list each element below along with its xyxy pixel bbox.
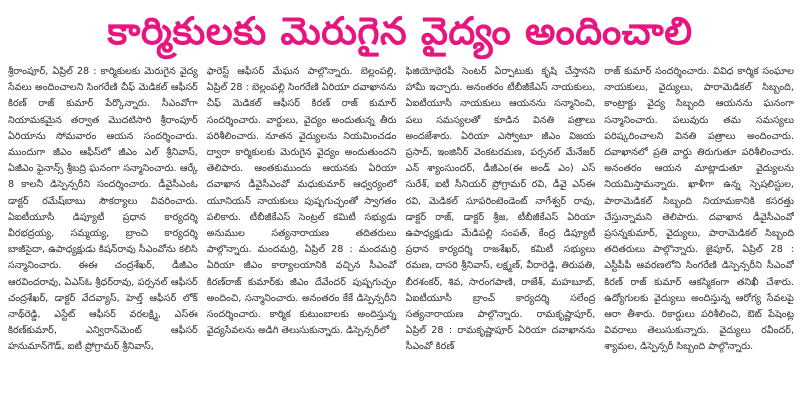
article-body	[8, 64, 794, 414]
column-4	[604, 64, 794, 414]
column-3	[406, 64, 596, 414]
headline: కార్మికులకు మెరుగైన వైద్యం అందించాలి	[107, 9, 693, 53]
column-text: శ్రీరాంపూర్, ఏప్రిల్ 28 : కార్మికులకు మెరుగైన వైద్య సేవలు అందించాలని సింగరేణి చీఫ్ మెడికల్ ఆఫీసర్ కిరణ్ రాజ్ కుమార్ పేర్కొన్నారు. సీఎంవోగా నియామకమైన తర్వాత మొదటిసారి శ్రీరాంపూర్ ఏరియాను సోమవారం ఆయన సందర్శించారు. ముందుగా జీఎం ఆఫీస్‌లో జీఎం ఎల్ శ్రీనివాస్, ఏజీఎం ఫైనాన్స్ శ్రీబద్రి ఘనంగా సన్మానించారు. ఆర్కే 8 కాలనీ డిస్పెన్సరీని సందర్శించారు. డీవైసీఎంఓ డాక్టర్ రమేష్‌బాబు సౌకర్యాలు వివరించారు. ఏఐటీయూసీ డిప్యూటీ ప్రధాన కార్యదర్శి వీరభద్రయ్య, సమ్మయ్య, బ్రాంచి కార్యదర్శి బాజీసైదా, ఉపాధ్యక్షుడు కిషన్‌రావు సీఎంవోను కలిసి సన్మానించారు. ఈఈ చంద్రశేఖర్, డీజీఎం ఆరవిందరావు, ఏఎస్ఓ శ్రీధర్‌రావు, పర్సనల్ ఆఫీసర్ చంద్రశేఖర్, డాక్టర్ వేదవ్యాస్, హెల్త్ ఆఫీసర్ లోక్ నాథ్‌రెడ్డి, ఎస్టేట్ ఆఫీసర్ వరలక్ష్మి, ఎస్ఈ కిరణ్‌కుమార్, ఎన్విరాన్‌మెంట్ ఆఫీసర్ హనుమాన్‌గౌడ్, ఐటీ ప్రోగ్రామర్ శ్రీనివాస్,	[8, 66, 198, 353]
column-1	[8, 64, 198, 414]
column-2	[207, 64, 397, 414]
column-text: రాజ్ కుమార్ సందర్శించారు. వివిధ కార్మిక సంఘాల నాయకులు, వైద్యులు, పారామెడికల్ సిబ్బంది, కాంట్రాక్టు వైద్య సిబ్బంది ఆయనను ఘనంగా సన్మానించారు. పలువురు తమ సమస్యలు పరిష్కరించాలని వినతి పత్రాలు అందించారు. దవాఖానలో ప్రతి వార్డు తిరుగుతూ పరిశీలించారు. అనంతరం ఆయన మాట్లాడుతూ వైద్యులను నియమిస్తామన్నారు. ఖాళీగా ఉన్న స్పెషలిస్టుల, పారామెడికల్ సిబ్బంది నియామకానికి కసరత్తు చేస్తున్నామని తెలిపారు. దవాఖాన డీవైసీఎంవో ప్రసన్నకుమార్, వైద్యులు, పారామెడికల్ సిబ్బంది తదితరులు పాల్గొన్నారు. జైపూర్, ఏప్రిల్ 28 : ఎస్టీపీపీ ఆవరణలోని సింగరేణి డిస్పెన్సరీని సీఎంవో కిరణ్ రాజ్ కుమార్ ఆకస్మికంగా తనిఖీ చేశారు. ఉద్యోగులకు వైద్యులు అందిస్తున్న ఆరోగ్య సేవలపై ఆరా తీశారు. రికార్డులు పరిశీలించి, ఔట్ పేషెంట్ల వివరాలు తెలుసుకున్నారు. వైద్యులు రవీందర్, శ్యామల, డిస్పెన్సరీ సిబ్బంది పాల్గొన్నారు.	[604, 66, 794, 353]
column-text: ఫారెస్ట్ ఆఫీసర్ మేఘన పాల్గొన్నారు. బెల్లంపల్లి, ఏప్రిల్ 28 : బెల్లంపల్లి సింగరేణి ఏరియా దవాఖానను చీఫ్ మెడికల్ ఆఫీసర్ కిరణ్ రాజ్ కుమార్ సందర్శించారు. వార్డులు, వైద్యం అందుతున్న తీరు పరిశీలించారు. నూతన వైద్యులను నియమించడం ద్వారా కార్మికులకు మెరుగైన వైద్యం అందుతుందని తెలిపారు. ఆంతకుముందు ఆయనకు ఏరియా దవాఖాన డీవైసీఎంవో మధుకుమార్ ఆధ్వర్యంలో యూనియన్ నాయకులు పుష్పగుచ్ఛంతో స్వాగతం పలికారు. టీబీజీకేఎస్ సెంట్రల్ కమిటీ సభ్యుడు అనుముల సత్యనారాయణ తదితరులు పాల్గొన్నారు. మందమర్రి, ఏప్రిల్ 28 : మందమర్రి ఏరియా జీఎం కార్యాలయానికి వచ్చిన సీఎంవో కిరణ్‌రాజ్ కుమార్‌కు జీఎం దేవేందర్ పుష్పగుచ్ఛం అందించి, సన్మానించారు. అనంతరం కేకే డిస్పెన్సరీని సందర్శించారు. కార్మిక కుటుంబాలకు అందిస్తున్న వైద్యసేవలను అడిగి తెలుసుకున్నారు. డిస్పెన్సరీలో	[206, 66, 397, 337]
column-text: ఫిజియోథెరపీ సెంటర్ ఏర్పాటుకు కృషి చేస్తానని హామీ ఇచ్చారు. అనంతరం టీబీజీకేఎస్ నాయకులు, ఏఐటీయూసీ నాయకులు ఆయనను సన్మానించి, పలు సమస్యలతో కూడిన వినతి పత్రాలు అందజేశారు. ఏరియా ఎస్వోటూ జీఎం విజయ ప్రసాద్, ఇంజినీర్ వెంకటరమణ, పర్సనల్ మేనేజర్ ఎన్ శ్యాంసుందర్, డీజీఎం(ఈ అండ్ ఎం) ఎస్ సురేశ్, ఐటీ సీనియర్ ప్రోగ్రామర్ రవి, డీవై ఎస్ఈ రవి, మెడికల్ సూపరింటెండెంట్ నాగేశ్వర్ రావు, డాక్టర్ రాజ్, డాక్టర్ శ్రీజ, టీబీజీకేఎస్ ఏరియా ఉపాధ్యక్షుడు మేడిపల్లి సంపత్, కేంద్ర డిప్యూటీ ప్రధాన కార్యదర్శి రాజశేఖర్, కమిటీ సభ్యులు రమణ, దాసరి శ్రీనివాస్, లక్ష్మణ్, వీరారెడ్డి, తిరుపతి, బీరశంకర్, శివ, సారంగపాణి, రాజేశ్, మహబూబ్, ఏఐటీయూసీ బ్రాంచ్ కార్యదర్శి సలేంద్ర సత్యనారాయణ పాల్గొన్నారు. రామకృష్ణాపూర్, ఏప్రిల్ 28 : రామకృష్ణాపూర్ ఏరియా దవాఖానను సీఎంవో కిరణ్	[405, 66, 596, 353]
